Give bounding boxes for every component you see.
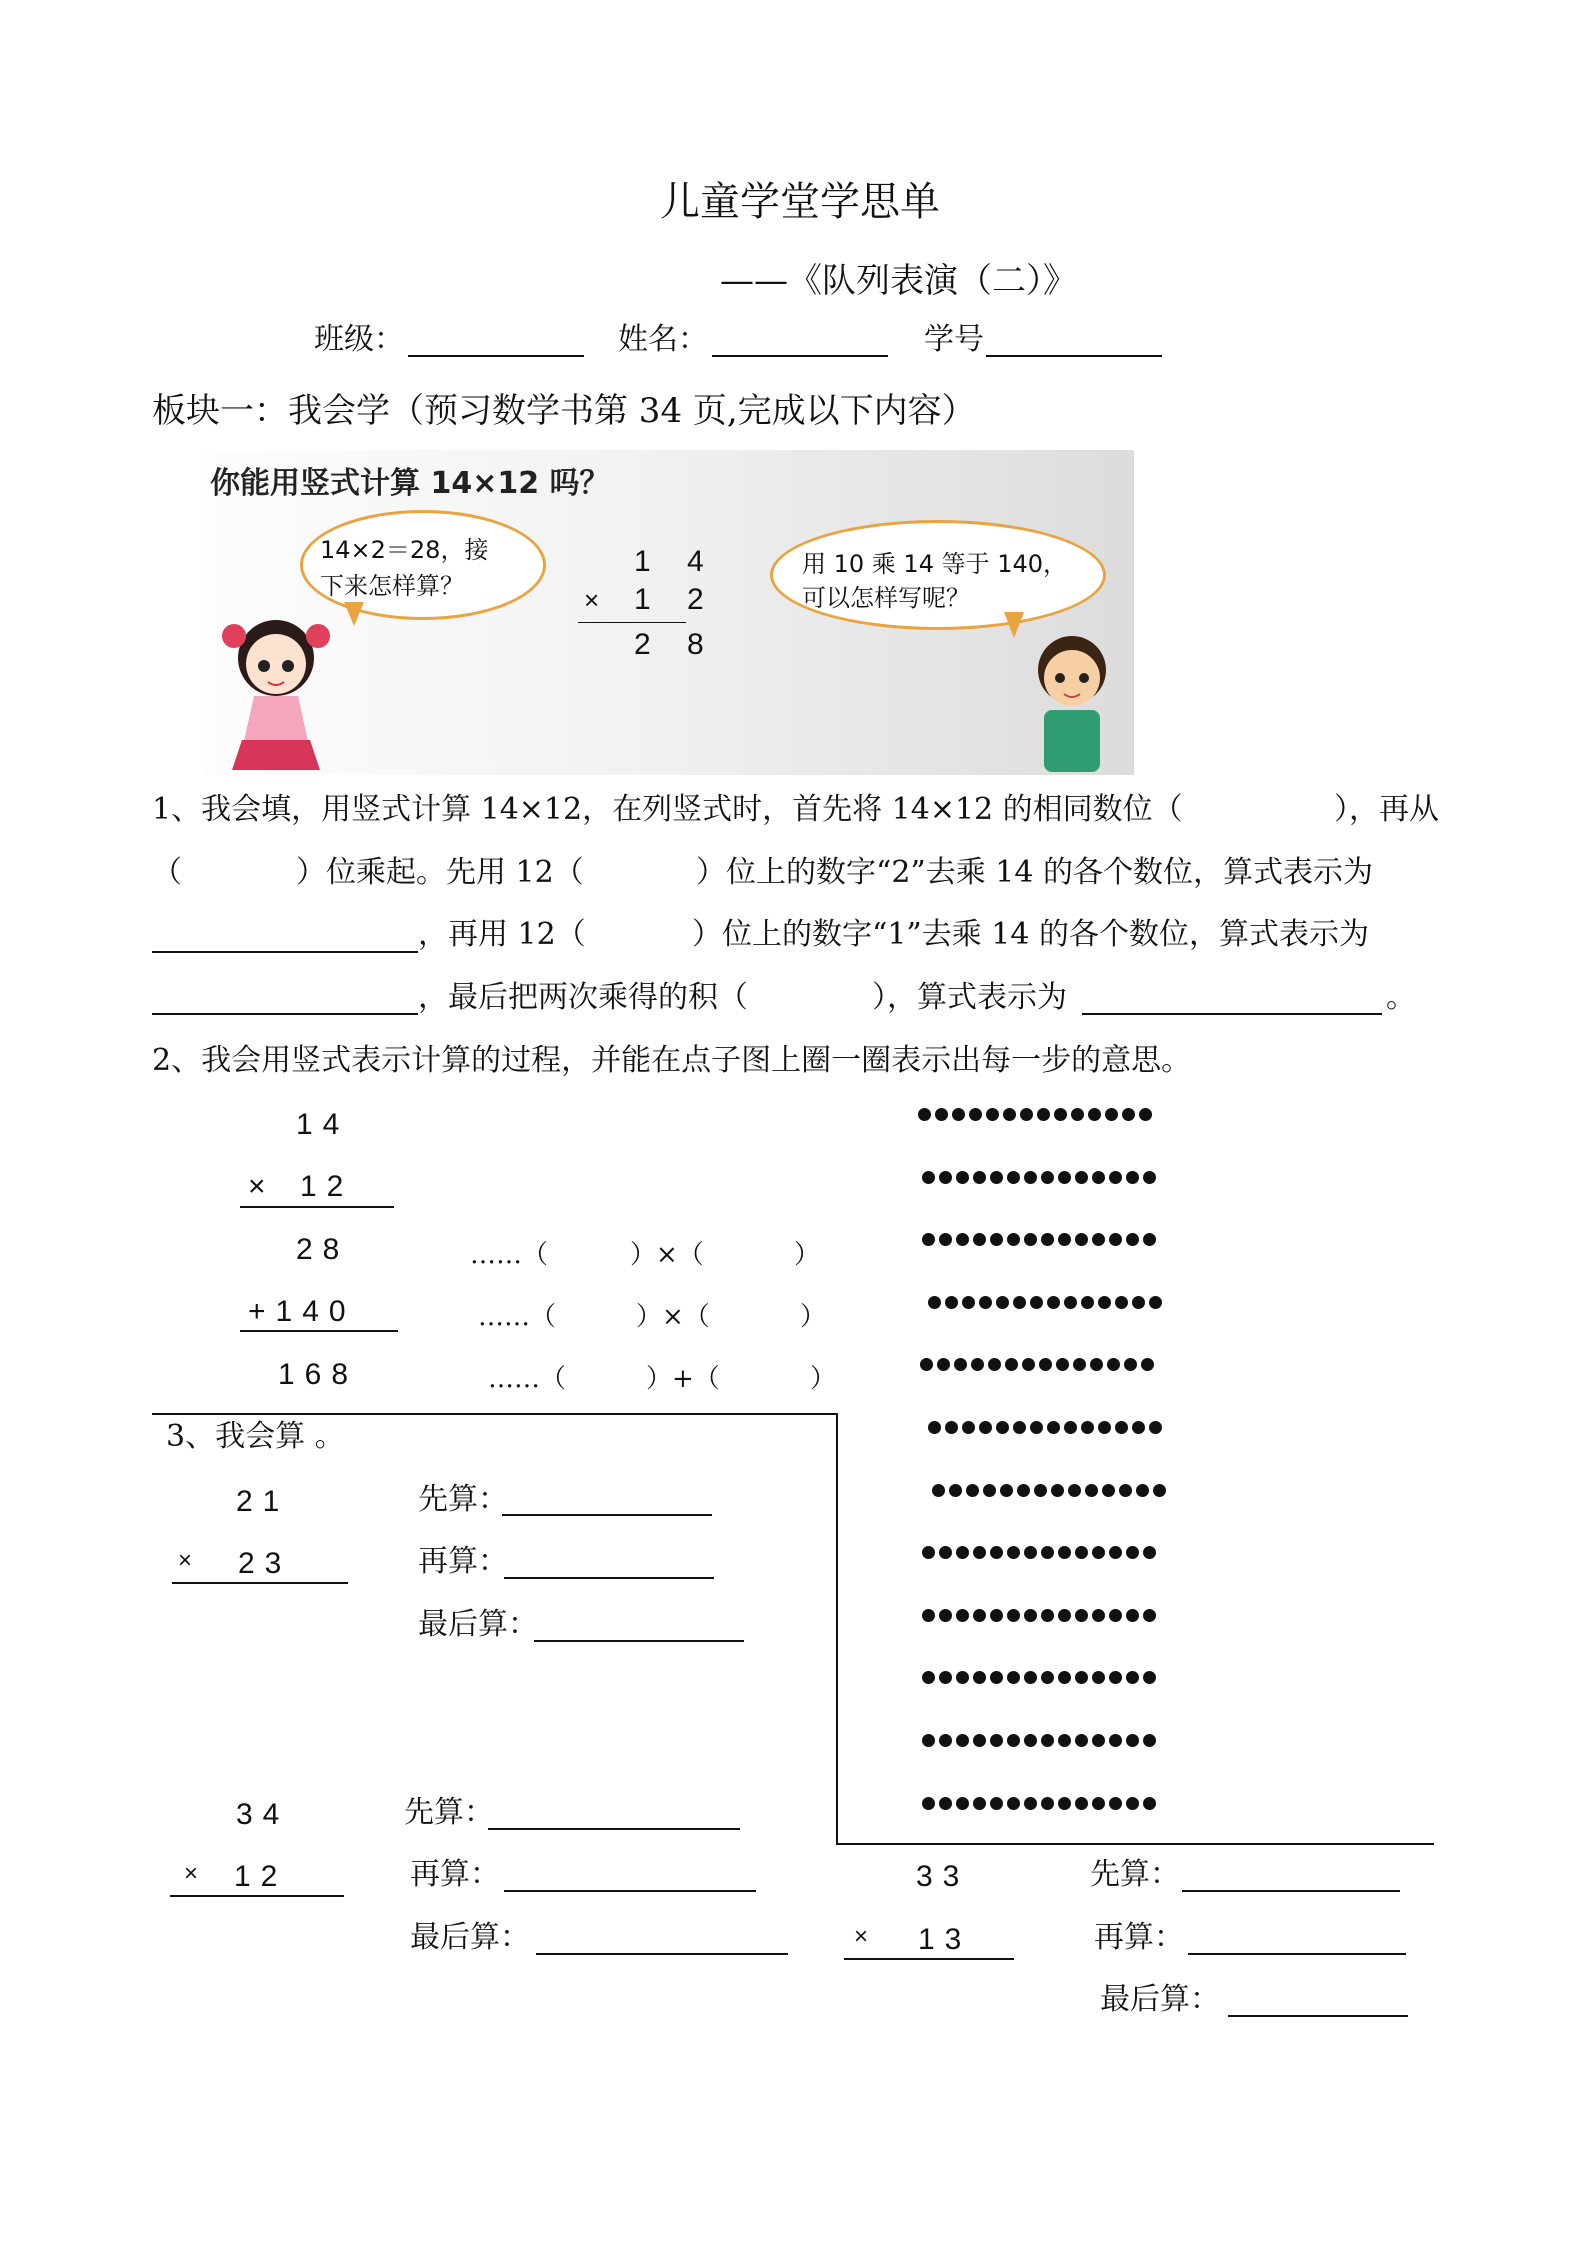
q3-p2-first-field[interactable] — [488, 1828, 740, 1830]
student-id-label: 学号 — [924, 322, 984, 357]
q1-line1-part-a: 1、我会填，用竖式计算 14×12，在列竖式时，首先将 14×12 的相同数位（ — [152, 792, 1183, 827]
q1-blank-1[interactable] — [152, 951, 418, 953]
q2-step-2-end: ） — [800, 1302, 827, 1332]
girl-bubble-tail — [344, 602, 364, 626]
dot[interactable] — [1013, 1421, 1026, 1434]
girl-bubble-line1: 14×2＝28，接 — [320, 536, 489, 564]
dot-row[interactable] — [918, 1108, 1152, 1121]
illus-vert-rule — [578, 622, 686, 623]
dot[interactable] — [973, 1734, 986, 1747]
dot[interactable] — [1022, 1358, 1035, 1371]
dot[interactable] — [1109, 1546, 1122, 1559]
dot[interactable] — [1024, 1797, 1037, 1810]
page-title: 儿童学堂学思单 — [660, 179, 940, 225]
dot[interactable] — [956, 1734, 969, 1747]
dot[interactable] — [1054, 1108, 1067, 1121]
dot[interactable] — [945, 1296, 958, 1309]
dot[interactable] — [1064, 1421, 1077, 1434]
dot[interactable] — [1075, 1546, 1088, 1559]
dot[interactable] — [935, 1108, 948, 1121]
q3-p1-first-label: 先算： — [418, 1482, 508, 1517]
dot[interactable] — [1109, 1233, 1122, 1246]
q2-step-1-end: ） — [794, 1240, 821, 1270]
dot[interactable] — [1109, 1609, 1122, 1622]
illus-vert-op: × — [584, 585, 600, 615]
dot[interactable] — [1071, 1108, 1084, 1121]
q2-step-1-mid: ）×（ — [630, 1240, 704, 1270]
dot[interactable] — [937, 1358, 950, 1371]
girl-character — [214, 610, 344, 775]
dot[interactable] — [1020, 1108, 1033, 1121]
q1-line2-part-b: ）位乘起。先用 12（ — [296, 855, 584, 890]
dot[interactable] — [973, 1233, 986, 1246]
dot[interactable] — [1081, 1421, 1094, 1434]
dot[interactable] — [1139, 1108, 1152, 1121]
dot[interactable] — [1149, 1296, 1162, 1309]
dot[interactable] — [956, 1546, 969, 1559]
q3-p3-then-field[interactable] — [1188, 1953, 1406, 1955]
dot-row[interactable] — [922, 1171, 1156, 1184]
dot[interactable] — [1058, 1671, 1071, 1684]
q1-line2-part-a: （ — [152, 855, 182, 890]
dot[interactable] — [939, 1671, 952, 1684]
q3-p3-op: × — [854, 1923, 879, 1950]
q3-p1-op: × — [178, 1547, 203, 1574]
section1-heading: 板块一：我会学（预习数学书第 34 页,完成以下内容） — [152, 391, 976, 431]
q3-vertical-divider — [836, 1413, 838, 1843]
dot[interactable] — [1041, 1671, 1054, 1684]
dot[interactable] — [939, 1546, 952, 1559]
dot-grid[interactable] — [918, 1108, 1218, 1828]
dot[interactable] — [922, 1233, 935, 1246]
q2-step-2-dots: ……（ — [478, 1302, 557, 1332]
dot[interactable] — [990, 1797, 1003, 1810]
dot[interactable] — [1058, 1609, 1071, 1622]
dot[interactable] — [1075, 1609, 1088, 1622]
dot[interactable] — [1136, 1484, 1149, 1497]
boy-character — [1014, 630, 1130, 775]
dot[interactable] — [1126, 1671, 1139, 1684]
dot[interactable] — [1024, 1609, 1037, 1622]
dot[interactable] — [1098, 1421, 1111, 1434]
q3-p2-rule — [170, 1895, 344, 1897]
dot[interactable] — [956, 1797, 969, 1810]
dot[interactable] — [1013, 1296, 1026, 1309]
dot[interactable] — [1143, 1546, 1156, 1559]
q3-p1-a: 21 — [236, 1485, 290, 1518]
dot[interactable] — [939, 1609, 952, 1622]
dot[interactable] — [1102, 1484, 1115, 1497]
dot[interactable] — [1126, 1233, 1139, 1246]
girl-speech-bubble — [300, 510, 546, 620]
q3-p2-last-field[interactable] — [536, 1953, 788, 1955]
boy-bubble-line2: 可以怎样写呢？ — [802, 584, 970, 612]
textbook-illustration — [204, 450, 1134, 775]
dot[interactable] — [1005, 1358, 1018, 1371]
girl-bubble-line2: 下来怎样算？ — [320, 572, 464, 600]
dot[interactable] — [990, 1609, 1003, 1622]
q2-vert-r1: 14 — [296, 1108, 350, 1141]
dot[interactable] — [1126, 1171, 1139, 1184]
dot[interactable] — [1007, 1171, 1020, 1184]
dot[interactable] — [1007, 1546, 1020, 1559]
dot[interactable] — [1124, 1358, 1137, 1371]
dot[interactable] — [969, 1108, 982, 1121]
dot[interactable] — [1143, 1609, 1156, 1622]
dot-row[interactable] — [922, 1734, 1156, 1747]
q1-line4-end: 。 — [1386, 980, 1416, 1015]
boy-bubble-line1: 用 10 乘 14 等于 140， — [802, 550, 1068, 578]
dot[interactable] — [973, 1171, 986, 1184]
q2-vert-r2: 12 — [300, 1170, 354, 1203]
dot[interactable] — [1024, 1671, 1037, 1684]
dot[interactable] — [1007, 1734, 1020, 1747]
q1-blank-3[interactable] — [1082, 1013, 1382, 1015]
dot[interactable] — [1115, 1421, 1128, 1434]
dot[interactable] — [988, 1358, 1001, 1371]
q3-p1-then-field[interactable] — [504, 1577, 714, 1579]
dot[interactable] — [1024, 1233, 1037, 1246]
dot[interactable] — [990, 1734, 1003, 1747]
dot[interactable] — [1041, 1734, 1054, 1747]
dot[interactable] — [1051, 1484, 1064, 1497]
dot[interactable] — [922, 1734, 935, 1747]
dot[interactable] — [1024, 1546, 1037, 1559]
dot[interactable] — [1105, 1108, 1118, 1121]
dot[interactable] — [1092, 1734, 1105, 1747]
page-subtitle: ——《队列表演（二）》 — [720, 261, 1077, 301]
dot[interactable] — [956, 1671, 969, 1684]
dot[interactable] — [1132, 1296, 1145, 1309]
dot[interactable] — [973, 1546, 986, 1559]
dot[interactable] — [922, 1171, 935, 1184]
q2-step-2-mid: ）×（ — [636, 1302, 710, 1332]
dot-row[interactable] — [922, 1797, 1156, 1810]
dot[interactable] — [1034, 1484, 1047, 1497]
q3-top-divider — [152, 1413, 836, 1415]
q1-line3-part-a: ，再用 12（ — [418, 917, 586, 952]
q3-p3-rule — [844, 1958, 1014, 1960]
dot[interactable] — [1007, 1609, 1020, 1622]
dot[interactable] — [1064, 1296, 1077, 1309]
dot[interactable] — [1092, 1671, 1105, 1684]
dot-row[interactable] — [932, 1484, 1166, 1497]
dot[interactable] — [983, 1484, 996, 1497]
dot[interactable] — [973, 1671, 986, 1684]
class-label: 班级： — [314, 322, 404, 357]
dot[interactable] — [1143, 1233, 1156, 1246]
dot[interactable] — [1041, 1171, 1054, 1184]
dot[interactable] — [1000, 1484, 1013, 1497]
dot[interactable] — [1143, 1171, 1156, 1184]
dot-row[interactable] — [922, 1671, 1156, 1684]
q3-bottom-divider — [836, 1843, 1434, 1845]
dot[interactable] — [1037, 1108, 1050, 1121]
class-field[interactable] — [408, 355, 584, 357]
dot[interactable] — [939, 1734, 952, 1747]
dot[interactable] — [990, 1671, 1003, 1684]
q2-vert-rule-1 — [240, 1206, 394, 1208]
dot[interactable] — [1073, 1358, 1086, 1371]
dot[interactable] — [1092, 1797, 1105, 1810]
dot[interactable] — [932, 1484, 945, 1497]
dot[interactable] — [962, 1421, 975, 1434]
dot[interactable] — [920, 1358, 933, 1371]
dot[interactable] — [1058, 1734, 1071, 1747]
dot[interactable] — [928, 1421, 941, 1434]
q2-vert-rule-2 — [240, 1330, 398, 1332]
dot[interactable] — [922, 1797, 935, 1810]
dot[interactable] — [956, 1609, 969, 1622]
dot[interactable] — [1122, 1108, 1135, 1121]
dot[interactable] — [1126, 1734, 1139, 1747]
dot[interactable] — [1085, 1484, 1098, 1497]
dot[interactable] — [1143, 1797, 1156, 1810]
dot[interactable] — [1092, 1609, 1105, 1622]
dot[interactable] — [1109, 1797, 1122, 1810]
dot-row[interactable] — [922, 1233, 1156, 1246]
dot[interactable] — [1119, 1484, 1132, 1497]
q3-p3-last-field[interactable] — [1228, 2015, 1408, 2017]
dot[interactable] — [956, 1233, 969, 1246]
dot[interactable] — [949, 1484, 962, 1497]
q3-p2-last-label: 最后算： — [410, 1920, 530, 1955]
dot[interactable] — [1075, 1734, 1088, 1747]
q2-vert-op: × — [248, 1170, 276, 1203]
dot[interactable] — [1075, 1671, 1088, 1684]
q2-heading: 2、我会用竖式表示计算的过程，并能在点子图上圈一圈表示出每一步的意思。 — [152, 1043, 1192, 1078]
dot[interactable] — [945, 1421, 958, 1434]
dot-row[interactable] — [922, 1609, 1156, 1622]
q1-blank-2[interactable] — [152, 1013, 418, 1015]
dot[interactable] — [1109, 1734, 1122, 1747]
dot[interactable] — [1109, 1171, 1122, 1184]
dot[interactable] — [1092, 1171, 1105, 1184]
dot[interactable] — [1003, 1108, 1016, 1121]
q3-p3-last-label: 最后算： — [1100, 1982, 1220, 2017]
dot[interactable] — [1041, 1546, 1054, 1559]
dot[interactable] — [990, 1171, 1003, 1184]
name-label: 姓名： — [618, 322, 708, 357]
dot[interactable] — [1098, 1296, 1111, 1309]
dot[interactable] — [922, 1546, 935, 1559]
q3-p3-b: 13 — [918, 1923, 972, 1956]
dot[interactable] — [1041, 1797, 1054, 1810]
dot[interactable] — [1088, 1108, 1101, 1121]
q3-p1-last-field[interactable] — [534, 1640, 744, 1642]
dot[interactable] — [1126, 1546, 1139, 1559]
dot[interactable] — [1132, 1421, 1145, 1434]
dot[interactable] — [1007, 1797, 1020, 1810]
dot[interactable] — [962, 1296, 975, 1309]
q3-p3-then-label: 再算： — [1094, 1920, 1184, 1955]
dot[interactable] — [1041, 1609, 1054, 1622]
q2-vert-r3: 28 — [296, 1233, 350, 1266]
dot[interactable] — [1030, 1296, 1043, 1309]
dot[interactable] — [1092, 1233, 1105, 1246]
dot[interactable] — [922, 1671, 935, 1684]
dot[interactable] — [1126, 1797, 1139, 1810]
dot[interactable] — [1058, 1546, 1071, 1559]
q2-step-3-mid: ）+（ — [646, 1364, 720, 1394]
illustration-question: 你能用竖式计算 14×12 吗？ — [210, 466, 610, 501]
dot[interactable] — [952, 1108, 965, 1121]
illus-vert-row1: 1 4 — [634, 545, 718, 578]
q3-p2-then-field[interactable] — [504, 1890, 756, 1892]
q3-p2-b: 12 — [234, 1860, 288, 1893]
illus-vert-row3: 2 8 — [634, 628, 718, 661]
dot[interactable] — [1058, 1797, 1071, 1810]
dot[interactable] — [956, 1171, 969, 1184]
dot[interactable] — [1107, 1358, 1120, 1371]
dot[interactable] — [928, 1296, 941, 1309]
dot[interactable] — [971, 1358, 984, 1371]
q3-p2-first-label: 先算： — [404, 1795, 494, 1830]
dot[interactable] — [990, 1546, 1003, 1559]
dot[interactable] — [1007, 1233, 1020, 1246]
dot[interactable] — [1075, 1171, 1088, 1184]
q3-p1-last-label: 最后算： — [418, 1607, 538, 1642]
dot[interactable] — [1007, 1671, 1020, 1684]
dot[interactable] — [979, 1296, 992, 1309]
q3-p2-a: 34 — [236, 1798, 290, 1831]
q3-p1-then-label: 再算： — [418, 1544, 508, 1579]
q1-line1-part-b: ），再从 — [1334, 792, 1439, 827]
q3-p2-op: × — [184, 1860, 209, 1887]
dot-row[interactable] — [922, 1546, 1156, 1559]
dot[interactable] — [1149, 1421, 1162, 1434]
dot[interactable] — [922, 1609, 935, 1622]
dot[interactable] — [1047, 1296, 1060, 1309]
dot[interactable] — [966, 1484, 979, 1497]
dot[interactable] — [986, 1108, 999, 1121]
q1-line4-part-a: ，最后把两次乘得的积（ — [418, 980, 748, 1015]
dot[interactable] — [1092, 1546, 1105, 1559]
student-id-field[interactable] — [986, 355, 1162, 357]
name-field[interactable] — [712, 355, 888, 357]
dot[interactable] — [1081, 1296, 1094, 1309]
dot[interactable] — [990, 1233, 1003, 1246]
dot[interactable] — [1056, 1358, 1069, 1371]
q3-p1-rule — [172, 1582, 348, 1584]
dot[interactable] — [1024, 1734, 1037, 1747]
dot[interactable] — [996, 1421, 1009, 1434]
q3-p3-first-label: 先算： — [1090, 1857, 1180, 1892]
dot[interactable] — [939, 1797, 952, 1810]
q1-line2-part-c: ）位上的数字“2”去乘 14 的各个数位，算式表示为 — [696, 855, 1374, 890]
q3-heading: 3、我会算 。 — [166, 1419, 345, 1454]
dot[interactable] — [1126, 1609, 1139, 1622]
dot[interactable] — [1030, 1421, 1043, 1434]
dot[interactable] — [1047, 1421, 1060, 1434]
dot[interactable] — [1143, 1734, 1156, 1747]
dot[interactable] — [1058, 1171, 1071, 1184]
dot-row[interactable] — [928, 1421, 1162, 1434]
dot[interactable] — [1141, 1358, 1154, 1371]
dot[interactable] — [1041, 1233, 1054, 1246]
dot[interactable] — [918, 1108, 931, 1121]
dot[interactable] — [996, 1296, 1009, 1309]
q3-p3-first-field[interactable] — [1182, 1890, 1400, 1892]
q3-p1-first-field[interactable] — [502, 1514, 712, 1516]
q2-vert-r4: +140 — [248, 1295, 356, 1328]
q1-line4-part-b: ），算式表示为 — [872, 980, 1067, 1015]
q2-step-3-dots: ……（ — [488, 1364, 567, 1394]
dot[interactable] — [973, 1609, 986, 1622]
dot[interactable] — [1068, 1484, 1081, 1497]
dot-row[interactable] — [928, 1296, 1162, 1309]
q2-vert-r5: 168 — [278, 1358, 359, 1391]
dot[interactable] — [1109, 1671, 1122, 1684]
dot[interactable] — [1058, 1233, 1071, 1246]
dot[interactable] — [1090, 1358, 1103, 1371]
dot[interactable] — [1039, 1358, 1052, 1371]
dot[interactable] — [1075, 1797, 1088, 1810]
dot-row[interactable] — [920, 1358, 1154, 1371]
dot[interactable] — [1017, 1484, 1030, 1497]
dot[interactable] — [1115, 1296, 1128, 1309]
illus-vert-row2: 1 2 — [634, 583, 718, 616]
q3-p2-then-label: 再算： — [410, 1857, 500, 1892]
dot[interactable] — [1153, 1484, 1166, 1497]
dot[interactable] — [1075, 1233, 1088, 1246]
q3-p3-a: 33 — [916, 1860, 970, 1893]
dot[interactable] — [939, 1171, 952, 1184]
q2-step-3-end: ） — [810, 1364, 837, 1394]
dot[interactable] — [939, 1233, 952, 1246]
dot[interactable] — [1143, 1671, 1156, 1684]
dot[interactable] — [1024, 1171, 1037, 1184]
dot[interactable] — [973, 1797, 986, 1810]
q2-step-1-dots: ……（ — [470, 1240, 549, 1270]
q1-line3-part-b: ）位上的数字“1”去乘 14 的各个数位，算式表示为 — [692, 917, 1370, 952]
q3-p1-b: 23 — [238, 1547, 292, 1580]
dot[interactable] — [954, 1358, 967, 1371]
dot[interactable] — [979, 1421, 992, 1434]
